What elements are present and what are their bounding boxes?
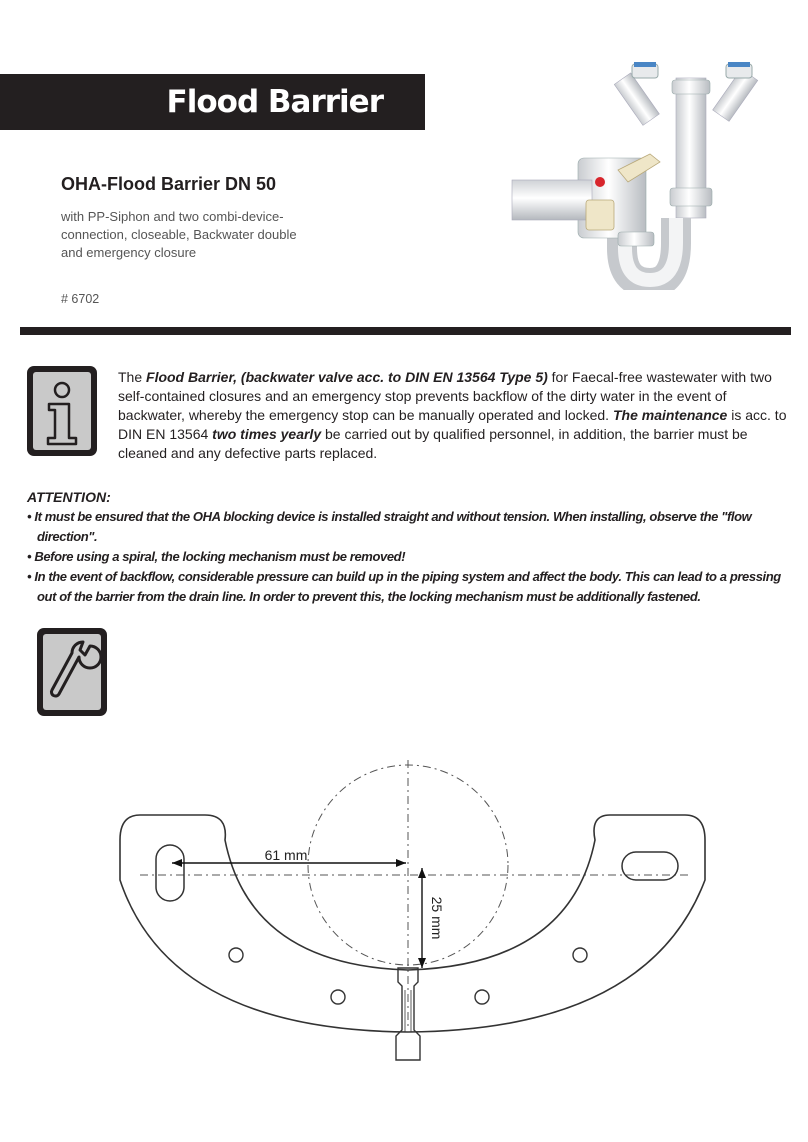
title-banner — [0, 74, 425, 130]
section-divider — [20, 327, 791, 335]
page-title: Flood Barrier — [166, 84, 383, 120]
attention-item: • In the event of backflow, considerable pressure can build up in the piping system and affect the body. This can lead to a pressing out of the barrier from the drain line. In order to prevent this, the locking mechanism must be additionally fastened. — [27, 569, 781, 604]
info-icon — [25, 364, 99, 458]
attention-item: • It must be ensured that the OHA blocking device is installed straight and without tension. When installing, observe the "flow direction". — [27, 509, 752, 544]
wrench-icon — [35, 626, 109, 718]
attention-item: • Before using a spiral, the locking mechanism must be removed! — [27, 549, 406, 564]
product-name: OHA-Flood Barrier DN 50 — [61, 174, 277, 194]
attention-heading: ATTENTION: — [27, 489, 111, 505]
technical-drawing — [100, 760, 720, 1080]
dimension-vertical: 25 mm — [429, 896, 445, 940]
attention-block — [27, 487, 797, 607]
info-paragraph: The Flood Barrier, (backwater valve acc. to DIN EN 13564 Type 5) for Faecal-free wastewater with two self-contained closures and an emergency stop prevents backflow of the dirty water in the event of backwater, whereby the emergency stop can be manually operated and locked. The maintenance is acc. to DIN EN 13564 two times yearly be carried out by qualified personnel, in addition, the barrier must be cleaned and any defective parts replaced. — [118, 369, 787, 461]
product-photo — [500, 58, 790, 290]
product-description: with PP-Siphon and two combi-device-connection, closeable, Backwater double and emergency closure — [61, 209, 297, 260]
product-number: # 6702 — [61, 292, 100, 306]
dimension-horizontal: 61 mm — [264, 847, 308, 863]
